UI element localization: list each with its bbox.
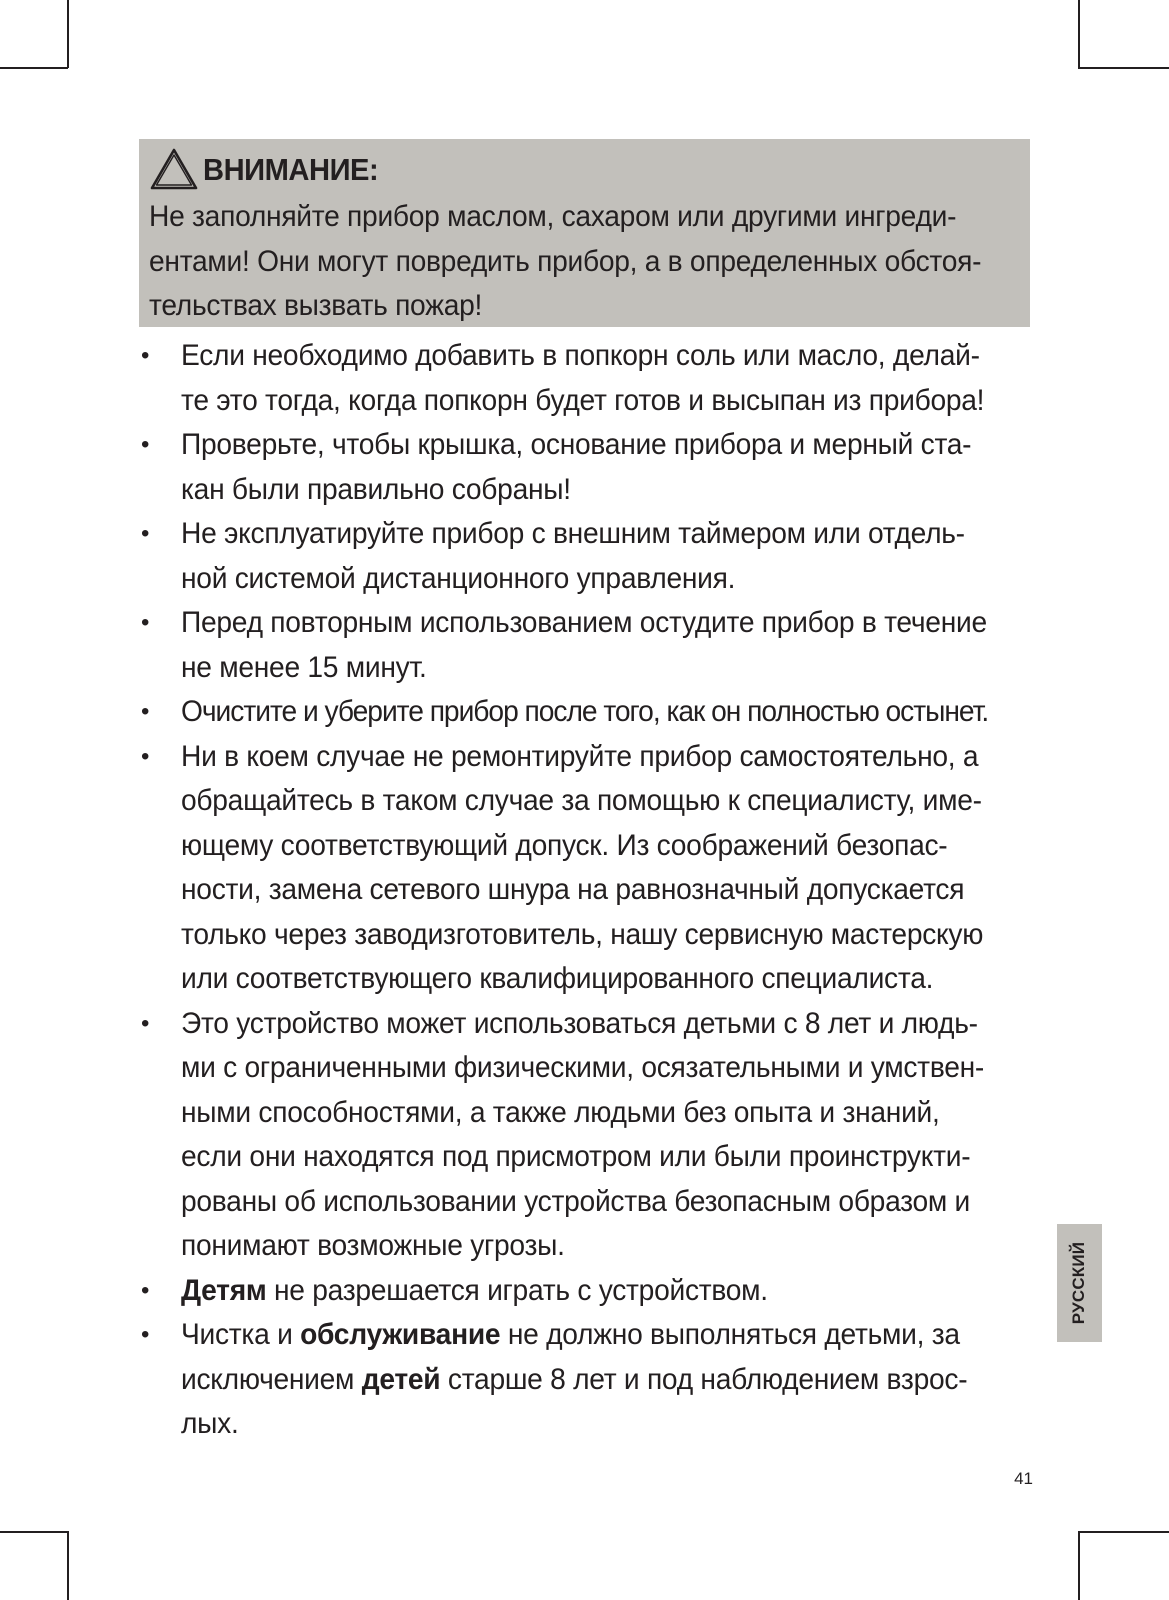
list-item-line (181, 1358, 988, 1403)
list-item (139, 601, 1039, 690)
bullet-icon: • (141, 1276, 150, 1304)
list-item-line: обращайтесь в таком случае за помощью к специалисту, име- (181, 784, 982, 817)
language-tab-label: РУССКИЙ (1069, 1241, 1089, 1325)
crop-mark (1078, 1531, 1169, 1533)
list-item-line (181, 1269, 988, 1314)
list-item-text: исключением (181, 1362, 362, 1396)
list-item-text: не должно выполняться детьми, за (500, 1318, 960, 1351)
list-item-line: Если необходимо добавить в попкорн соль или масло, делай- (181, 339, 980, 372)
list-item-line: ющему соответствующий допуск. Из соображений безопас- (181, 828, 948, 862)
crop-mark (67, 1531, 69, 1600)
list-item-line: только через заводизготовитель, нашу сервисную мастерскую (181, 917, 984, 951)
list-item (139, 334, 1039, 423)
crop-mark (0, 67, 68, 69)
bullet-icon: • (141, 698, 150, 725)
warning-heading (149, 147, 1020, 193)
bullet-icon: • (141, 1009, 150, 1037)
crop-mark (1078, 1531, 1080, 1600)
page-number: 41 (1014, 1469, 1033, 1488)
list-item-line: не менее 15 минут. (181, 650, 427, 684)
warning-line: ентами! Они могут повредить прибор, а в определенных обстоя- (149, 244, 982, 278)
bullet-icon: • (141, 431, 150, 458)
list-item (139, 1269, 1039, 1314)
list-item-line (181, 1313, 988, 1358)
list-item-line: те это тогда, когда попкорн будет готов и высыпан из прибора! (181, 383, 985, 417)
list-item (139, 512, 1039, 601)
list-item-text: Чистка и (181, 1318, 301, 1351)
list-item-line: рованы об использовании устройства безопасным образом и (181, 1184, 971, 1218)
warning-box (139, 139, 1030, 327)
warning-title: ВНИМАНИЕ: (203, 152, 379, 187)
crop-mark (1078, 0, 1080, 68)
bullet-icon: • (141, 1321, 150, 1348)
list-item-line: Это устройство может использоваться детьми с 8 лет и людь- (181, 1006, 978, 1040)
list-item-line: ности, замена сетевого шнура на равнозначный допускается (181, 873, 965, 906)
safety-instructions-list (139, 334, 1039, 1447)
crop-mark (67, 0, 69, 68)
bullet-icon: • (141, 342, 150, 369)
bullet-icon: • (141, 609, 150, 636)
warning-line: тельствах вызвать пожар! (149, 289, 483, 322)
list-item-line: Ни в коем случае не ремонтируйте прибор самостоятельно, а (181, 739, 979, 773)
list-item (139, 690, 1039, 735)
list-item-line: Проверьте, чтобы крышка, основание прибора и мерный ста- (181, 428, 972, 461)
list-item-line: ми с ограниченными физическими, осязательными и умствен- (181, 1051, 985, 1084)
bold-text: Детям (181, 1273, 267, 1307)
list-item-line: ной системой дистанционного управления. (181, 561, 736, 595)
list-item (139, 735, 1039, 1002)
language-tab (1057, 1224, 1102, 1342)
crop-mark (1078, 67, 1169, 69)
list-item-line: лых. (181, 1407, 239, 1440)
list-item (139, 1002, 1039, 1269)
warning-line: Не заполняйте прибор маслом, сахаром или другими ингреди- (149, 200, 957, 233)
list-item-line: Не эксплуатируйте прибор с внешним таймером или отдель- (181, 517, 965, 550)
list-item-line: Перед повторным использованием остудите прибор в течение (181, 606, 987, 639)
bullet-icon: • (141, 742, 150, 770)
crop-mark (0, 1531, 68, 1533)
list-item-line: Очистите и уберите прибор после того, как он полностью остынет. (181, 695, 989, 728)
list-item-text: старше 8 лет и под наблюдением взрос- (440, 1362, 968, 1396)
list-item-line: если они находятся под присмотром или были проинструкти- (181, 1140, 971, 1173)
list-item-line: понимают возможные угрозы. (181, 1229, 565, 1262)
list-item-line: или соответствующего квалифицированного специалиста. (181, 962, 934, 995)
bold-text: детей (361, 1362, 441, 1396)
list-item (139, 423, 1039, 512)
list-item-line: ными способностями, а также людьми без опыта и знаний, (181, 1095, 940, 1129)
bold-text: обслуживание (300, 1318, 501, 1351)
warning-triangle-icon (149, 147, 199, 193)
list-item (139, 1313, 1039, 1447)
list-item-line: кан были правильно собраны! (181, 472, 571, 506)
list-item-text: не разрешается играть с устройством. (266, 1273, 768, 1307)
warning-text (149, 195, 1020, 329)
bullet-icon: • (141, 520, 150, 547)
